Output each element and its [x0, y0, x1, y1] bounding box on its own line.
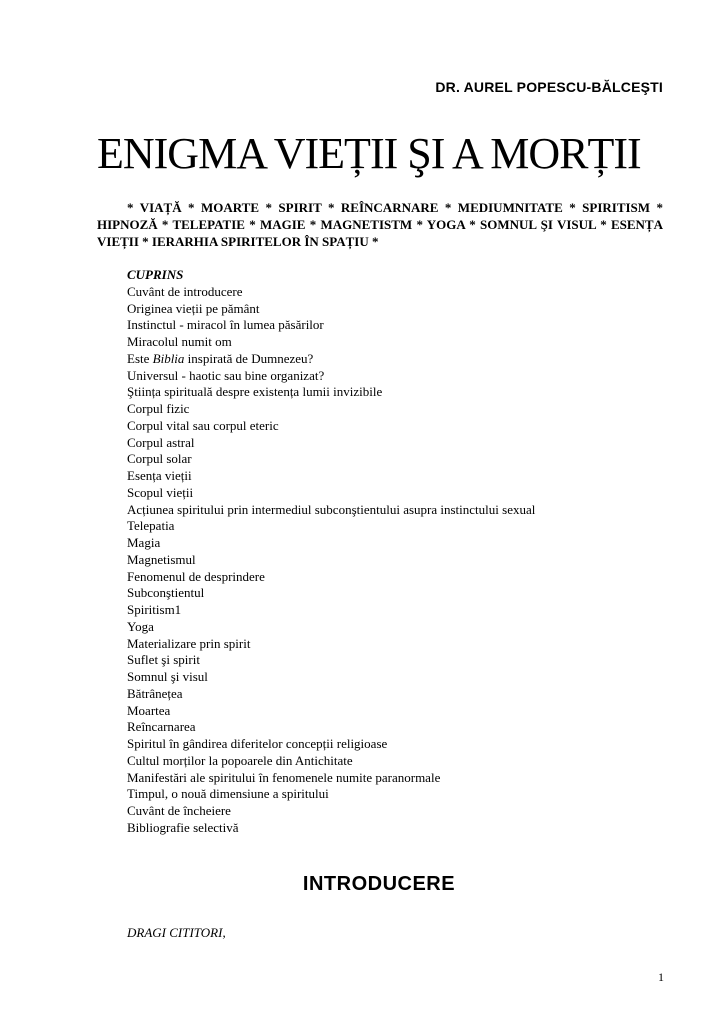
- author-name: DR. AUREL POPESCU-BĂLCEŞTI: [435, 79, 663, 95]
- toc-item: Magia: [127, 535, 161, 550]
- toc-item: Bătrânețea: [127, 685, 183, 701]
- toc-item: Subconştientul: [127, 585, 205, 601]
- toc-item: Corpul vital sau corpul eteric: [127, 417, 279, 433]
- toc-item: Magnetismul: [127, 551, 196, 567]
- toc-item: Bibliografie selectivă: [127, 819, 239, 835]
- table-of-contents: [127, 267, 687, 837]
- toc-item: Reîncarnarea: [127, 719, 196, 735]
- toc-list: [127, 284, 687, 837]
- toc-item: Universul - haotic sau bine organizat?: [127, 367, 325, 383]
- toc-heading: CUPRINS: [127, 267, 184, 282]
- toc-item: Originea vieții pe pământ: [127, 300, 260, 316]
- greeting: DRAGI CITITORI,: [127, 925, 226, 940]
- book-title: ENIGMA VIEȚII ŞI A MORȚII: [97, 129, 641, 178]
- toc-item: Telepatia: [127, 518, 175, 534]
- toc-item: Manifestări ale spiritului în fenomenele numite paranormale: [127, 769, 441, 785]
- toc-item: Acțiunea spiritului prin intermediul subconştientului asupra instinctului sexual: [127, 501, 536, 517]
- toc-item: Spiritul în gândirea diferitelor concepții religioase: [127, 736, 388, 751]
- toc-item: Corpul astral: [127, 434, 195, 450]
- toc-item: Scopul vieții: [127, 484, 194, 500]
- toc-item: Esența vieții: [127, 468, 192, 483]
- page-number: 1: [658, 970, 664, 984]
- toc-item: Moartea: [127, 702, 171, 718]
- toc-item: Cuvânt de încheiere: [127, 803, 231, 818]
- introduction-heading: INTRODUCERE: [302, 873, 456, 895]
- toc-item: Instinctul - miracol în lumea păsărilor: [127, 317, 324, 333]
- keywords-line: * VIAȚĂ * MOARTE * SPIRIT * REÎNCARNARE * MEDIUMNITATE * SPIRITISM * HIPNOZĂ * TELEPATIE * MAGIE * MAGNETISTM * YOGA * SOMNUL ŞI VISUL * ESENȚA VIEȚII * IERARHIA SPIRITELOR ÎN SPAȚIU *: [97, 200, 663, 249]
- toc-item: Yoga: [127, 618, 154, 634]
- toc-item: Cultul morților la popoarele din Antichitate: [127, 752, 353, 768]
- toc-item: Somnul şi visul: [127, 669, 208, 684]
- toc-item: Fenomenul de desprindere: [127, 568, 265, 584]
- toc-item: Corpul solar: [127, 451, 192, 467]
- toc-item: Suflet şi spirit: [127, 652, 200, 668]
- toc-item: Miracolul numit om: [127, 334, 232, 349]
- toc-item: Ştiința spirituală despre existența lumii invizibile: [127, 384, 383, 400]
- toc-item: Cuvânt de introducere: [127, 283, 243, 299]
- toc-item: Corpul fizic: [127, 401, 190, 416]
- toc-item: Spiritism1: [127, 602, 182, 617]
- toc-item: Timpul, o nouă dimensiune a spiritului: [127, 786, 329, 802]
- toc-item: Este Biblia inspirată de Dumnezeu?: [127, 350, 314, 366]
- toc-item: Materializare prin spirit: [127, 635, 251, 651]
